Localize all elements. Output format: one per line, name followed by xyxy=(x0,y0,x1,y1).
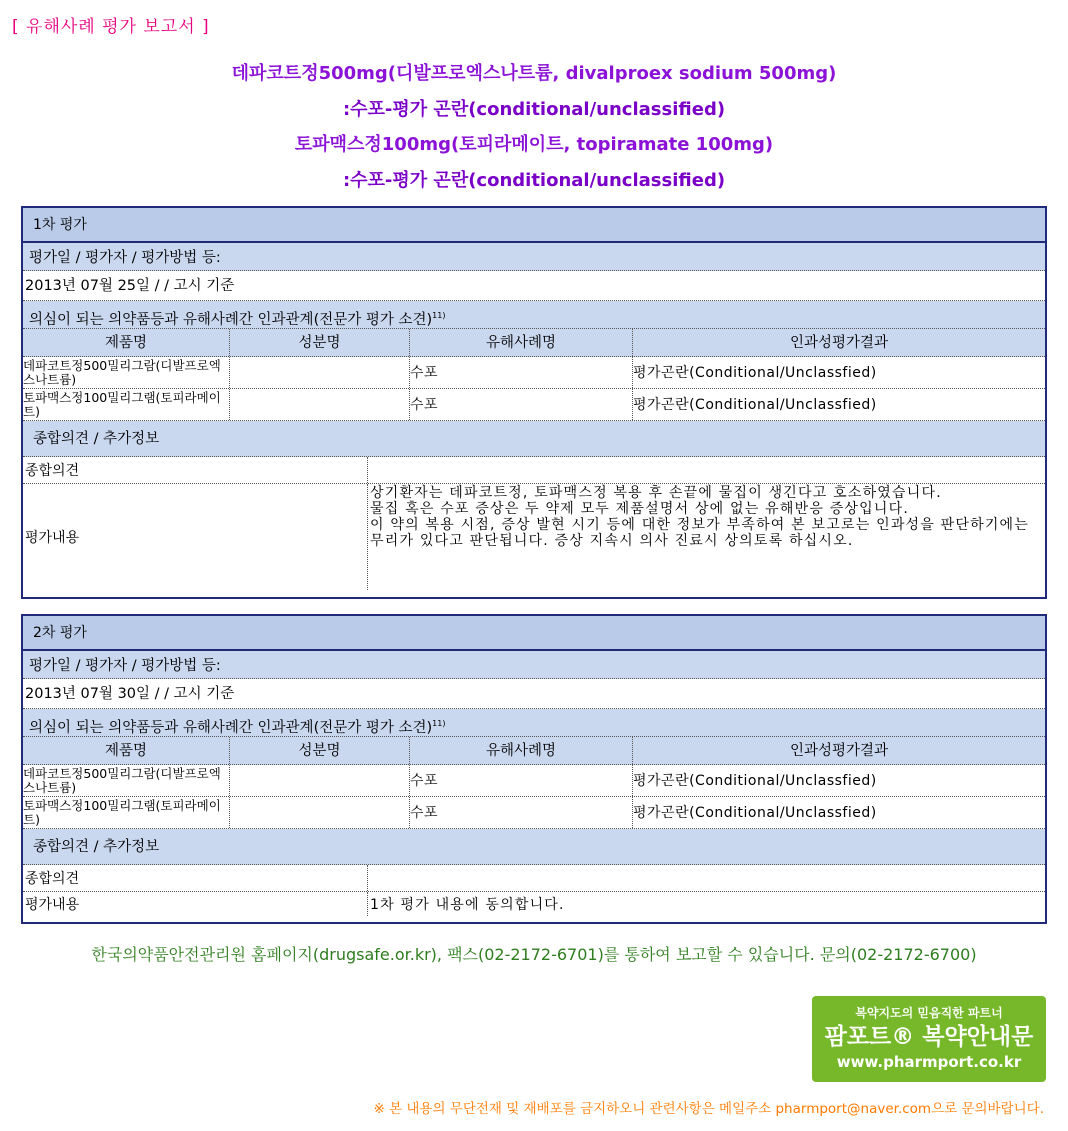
row-event: 수포 xyxy=(410,389,633,420)
summary-value xyxy=(368,865,1045,891)
summary-row xyxy=(23,865,1045,892)
meta-label: 평가일 / 평가자 / 평가방법 등: xyxy=(23,243,1045,271)
row-product: 데파코트정500밀리그람(디발프로엑스나트륨) xyxy=(23,765,230,796)
row-ingredient xyxy=(230,797,410,828)
row-product: 데파코트정500밀리그람(디발프로엑스나트륨) xyxy=(23,357,230,388)
evaluation-panel-2 xyxy=(21,614,1047,924)
causality-label-text: 의심이 되는 의약품등과 유해사례간 인과관계(전문가 평가 소견) xyxy=(29,311,433,328)
drug-titles xyxy=(0,56,1068,198)
row-product: 토파맥스정100밀리그램(토피라메이트) xyxy=(23,389,230,420)
row-product: 토파맥스정100밀리그램(토피라메이트) xyxy=(23,797,230,828)
meta-value: 2013년 07월 25일 / / 고시 기준 xyxy=(23,271,1045,301)
drug-title-2: 토파맥스정100mg(토피라메이트, topiramate 100mg) xyxy=(294,134,774,155)
evaluation-content-row xyxy=(23,484,1045,590)
summary-label: 종합의견 xyxy=(23,457,368,483)
causality-label xyxy=(23,301,1045,329)
pharmport-logo[interactable] xyxy=(812,996,1046,1082)
causality-label xyxy=(23,709,1045,737)
copyright-notice: ※ 본 내용의 무단전재 및 재배포를 금지하오니 관련사항은 메일주소 pharmport@naver.com으로 문의바랍니다. xyxy=(373,1101,1044,1117)
col-result: 인과성평가결과 xyxy=(789,743,889,759)
row-event: 수포 xyxy=(410,765,633,796)
table-row xyxy=(23,765,1045,797)
table-row xyxy=(23,357,1045,389)
row-result: 평가곤란(Conditional/Unclassfied) xyxy=(633,397,877,413)
logo-tagline: 복약지도의 믿음직한 파트너 xyxy=(855,1006,1003,1020)
meta-value: 2013년 07월 30일 / / 고시 기준 xyxy=(23,679,1045,709)
causality-footnote: 11) xyxy=(432,719,446,728)
col-product: 제품명 xyxy=(23,329,230,356)
summary-value xyxy=(368,457,1045,483)
report-label: [ 유해사례 평가 보고서 ] xyxy=(12,17,210,37)
col-event: 유해사례명 xyxy=(410,737,633,764)
evaluation-content-label: 평가내용 xyxy=(23,892,368,916)
row-ingredient xyxy=(230,389,410,420)
row-result: 평가곤란(Conditional/Unclassfied) xyxy=(633,805,877,821)
row-result: 평가곤란(Conditional/Unclassfied) xyxy=(633,365,877,381)
logo-url[interactable]: www.pharmport.co.kr xyxy=(836,1053,1022,1071)
row-event: 수포 xyxy=(410,357,633,388)
drug-subtitle-2: :수포-평가 곤란(conditional/unclassified) xyxy=(342,169,726,191)
col-result: 인과성평가결과 xyxy=(789,335,889,351)
logo-brand: 팜포트® 복약안내문 xyxy=(824,1024,1034,1050)
evaluation-heading: 1차 평가 xyxy=(23,208,1045,243)
report-contact-note: 한국의약품안전관리원 홈페이지(drugsafe.or.kr), 팩스(02-2172-6701)를 통하여 보고할 수 있습니다. 문의(02-2172-6700) xyxy=(91,945,977,964)
col-ingredient: 성분명 xyxy=(230,329,410,356)
evaluation-content-row xyxy=(23,892,1045,916)
evaluation-panel-1 xyxy=(21,206,1047,599)
summary-heading: 종합의견 / 추가정보 xyxy=(23,421,1045,457)
table-header xyxy=(23,737,1045,765)
evaluation-heading: 2차 평가 xyxy=(23,616,1045,651)
evaluation-content-label: 평가내용 xyxy=(23,484,368,590)
row-ingredient xyxy=(230,765,410,796)
row-event: 수포 xyxy=(410,797,633,828)
table-header xyxy=(23,329,1045,357)
evaluation-content-text: 상기환자는 데파코트정, 토파맥스정 복용 후 손끝에 물집이 생긴다고 호소하였습니다. 물집 혹은 수포 증상은 두 약제 모두 제품설명서 상에 없는 유해반응 증상입니다. 이 약의 복용 시점, 증상 발현 시기 등에 대한 정보가 부족하여 본 보고로는 인과성을 판단하기에는 무리가 있다고 판단됩니다. 증상 지속시 의사 진료시 상의토록 하십시오. xyxy=(370,485,1029,549)
meta-label: 평가일 / 평가자 / 평가방법 등: xyxy=(23,651,1045,679)
drug-subtitle-1: :수포-평가 곤란(conditional/unclassified) xyxy=(342,98,726,120)
table-row xyxy=(23,797,1045,829)
causality-label-text: 의심이 되는 의약품등과 유해사례간 인과관계(전문가 평가 소견) xyxy=(29,719,433,736)
col-ingredient: 성분명 xyxy=(230,737,410,764)
row-ingredient xyxy=(230,357,410,388)
table-row xyxy=(23,389,1045,421)
summary-label: 종합의견 xyxy=(23,865,368,891)
drug-title-1: 데파코트정500mg(디발프로엑스나트륨, divalproex sodium 500mg) xyxy=(231,63,837,84)
row-result: 평가곤란(Conditional/Unclassfied) xyxy=(633,773,877,789)
evaluation-content-text: 1차 평가 내용에 동의합니다. xyxy=(370,897,565,913)
col-event: 유해사례명 xyxy=(410,329,633,356)
summary-row xyxy=(23,457,1045,484)
col-product: 제품명 xyxy=(23,737,230,764)
summary-heading: 종합의견 / 추가정보 xyxy=(23,829,1045,865)
causality-footnote: 11) xyxy=(432,311,446,320)
